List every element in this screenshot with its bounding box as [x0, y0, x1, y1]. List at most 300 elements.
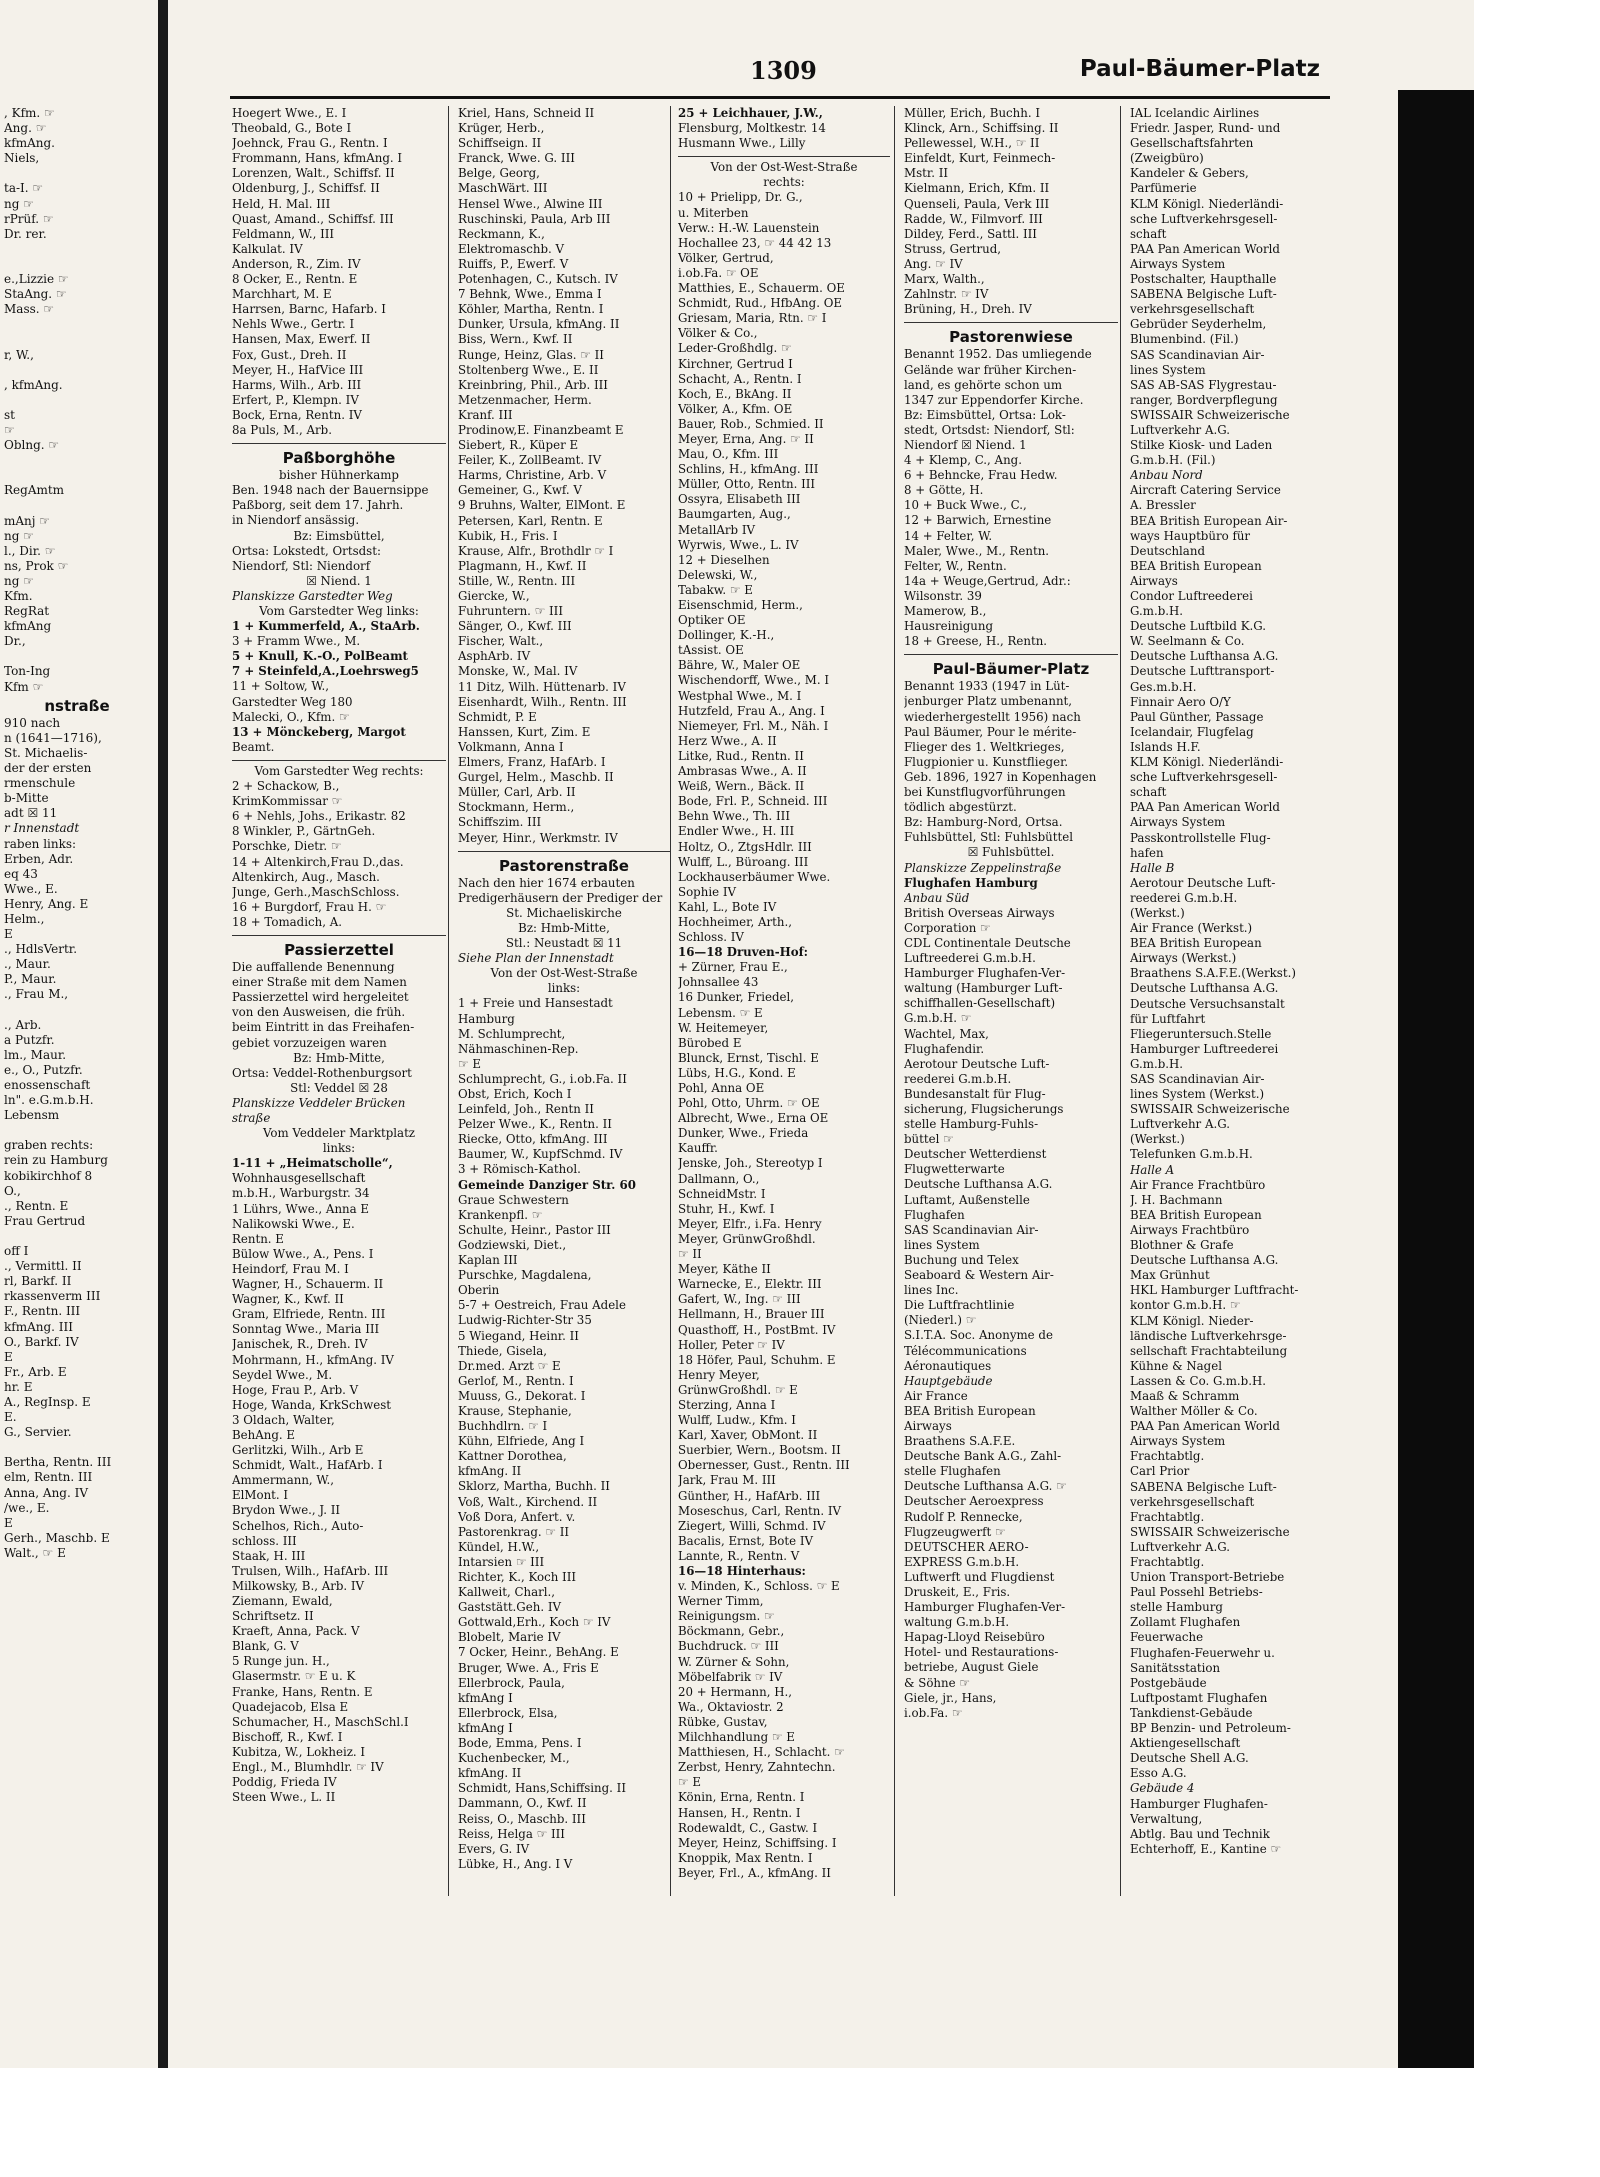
directory-line: BEA British European Air-: [1130, 513, 1288, 528]
directory-line: Wilsonstr. 39: [904, 588, 982, 603]
directory-line: IAL Icelandic Airlines: [1130, 106, 1260, 120]
directory-line: Volkmann, Anna I: [458, 739, 564, 754]
directory-line: e., O., Putzfr.: [4, 1062, 83, 1077]
directory-line: v. Minden, K., Schloss. ☞ E: [678, 1579, 840, 1594]
column-divider: [894, 106, 895, 1896]
directory-line: Carl Prior: [1130, 1464, 1190, 1479]
directory-line: Hoge, Frau P., Arb. V: [232, 1382, 359, 1397]
directory-line: E: [4, 1515, 13, 1530]
directory-line: Graue Schwestern: [458, 1192, 569, 1207]
directory-line: Flughafen: [904, 1207, 965, 1222]
directory-line: KrimKommissar ☞: [232, 794, 343, 809]
directory-line: Vom Garstedter Weg rechts:: [254, 763, 424, 778]
directory-line: Altenkirch, Aug., Masch.: [232, 869, 380, 884]
directory-line: EXPRESS G.m.b.H.: [904, 1554, 1020, 1569]
directory-line: ng ☞: [4, 196, 34, 211]
directory-line: Kreinbring, Phil., Arb. III: [458, 377, 608, 392]
directory-line: SAS AB-SAS Flygrestau-: [1130, 377, 1277, 392]
directory-line: Kalkulat. IV: [232, 241, 303, 256]
directory-line: Sanitätsstation: [1130, 1660, 1221, 1675]
directory-line: Hensel Wwe., Alwine III: [458, 196, 603, 211]
directory-line: Zerbst, Henry, Zahntechn.: [678, 1760, 836, 1775]
directory-line: Milchhandlung ☞ E: [678, 1730, 795, 1745]
directory-line: links:: [322, 1141, 356, 1156]
directory-line: Gemeinde Danziger Str. 60: [458, 1177, 636, 1192]
directory-line: Deutsche Lufthansa A.G.: [904, 1177, 1053, 1192]
directory-line: Harrsen, Barnc, Hafarb. I: [232, 302, 386, 317]
directory-line: Kubitza, W., Lokheiz. I: [232, 1744, 366, 1759]
directory-line: Deutsche Lufthansa A.G.: [1130, 649, 1279, 664]
directory-line: Engl., M., Blumhdlr. ☞ IV: [232, 1760, 384, 1775]
directory-line: Aerotour Deutsche Luft-: [904, 1056, 1050, 1071]
directory-line: Bz: Hmb-Mitte,: [518, 920, 610, 935]
directory-line: Airways System: [1130, 256, 1226, 271]
directory-line: Völker & Co.,: [678, 326, 758, 341]
directory-line: a Putzfr.: [4, 1032, 55, 1047]
directory-line: Air France: [904, 1388, 968, 1403]
directory-line: graben rechts:: [4, 1138, 94, 1153]
directory-line: 5 Wiegand, Heinr. II: [458, 1328, 579, 1343]
directory-line: Telefunken G.m.b.H.: [1130, 1147, 1253, 1162]
directory-line: Paul Günther, Passage: [1130, 709, 1264, 724]
directory-line: Malecki, O., Kfm. ☞: [232, 709, 350, 724]
directory-line: stelle Hamburg: [1130, 1600, 1223, 1615]
directory-line: Sklorz, Martha, Buchh. II: [458, 1479, 610, 1494]
directory-line: Kubik, H., Fris. I: [458, 528, 558, 543]
directory-line: Quast, Amand., Schiffsf. III: [232, 211, 394, 226]
directory-line: Deutsche Lufthansa A.G.: [1130, 1253, 1279, 1268]
directory-line: Ellerbrock, Paula,: [458, 1675, 565, 1690]
directory-line: Deutscher Aeroexpress: [904, 1494, 1044, 1509]
directory-line: SchneidMstr. I: [678, 1186, 766, 1201]
directory-line: 16 Dunker, Friedel,: [678, 990, 795, 1005]
directory-line: Dollinger, K.-H.,: [678, 628, 775, 643]
directory-line: st: [4, 407, 15, 422]
directory-line: A., RegInsp. E: [4, 1394, 91, 1409]
directory-line: Schelhos, Rich., Auto-: [232, 1518, 364, 1533]
directory-line: Wulff, L., Büroang. III: [678, 854, 809, 869]
directory-line: Fuhruntern. ☞ III: [458, 604, 563, 619]
column-divider: [670, 106, 671, 1896]
directory-line: Giele, jr., Hans,: [904, 1690, 997, 1705]
directory-line: Quadejacob, Elsa E: [232, 1699, 349, 1714]
directory-line: Islands H.F.: [1130, 739, 1201, 754]
directory-line: Schlins, H., kfmAng. III: [678, 462, 819, 477]
directory-line: Held, H. Mal. III: [232, 196, 331, 211]
directory-line: Fox, Gust., Dreh. II: [232, 347, 347, 362]
directory-line: Franke, Hans, Rentn. E: [232, 1684, 373, 1699]
directory-line: ., Frau M.,: [4, 987, 69, 1002]
directory-line: Brydon Wwe., J. II: [232, 1503, 341, 1518]
directory-line: Gemeiner, G., Kwf. V: [458, 483, 582, 498]
directory-line: [4, 1229, 150, 1244]
directory-line: Luftpostamt Flughafen: [1130, 1690, 1268, 1705]
directory-line: Airways System: [1130, 1434, 1226, 1449]
directory-line: Sterzing, Anna I: [678, 1397, 776, 1412]
directory-line: der der ersten: [4, 761, 92, 776]
directory-line: Harms, Christine, Arb. V: [458, 468, 607, 483]
directory-line: Krüger, Herb.,: [458, 121, 545, 136]
directory-line: Knoppik, Max Rentn. I: [678, 1850, 813, 1865]
directory-line: Kranf. III: [458, 407, 513, 422]
directory-line: Kühne & Nagel: [1130, 1358, 1222, 1373]
directory-line: Ambrasas Wwe., A. II: [678, 764, 807, 779]
directory-line: M. Schlumprecht,: [458, 1026, 566, 1041]
directory-line: Kallweit, Charl.,: [458, 1585, 556, 1600]
directory-line: für Luftfahrt: [1130, 1011, 1206, 1026]
directory-line: Köhler, Martha, Rentn. I: [458, 302, 604, 317]
directory-line: Wwe., E.: [4, 881, 58, 896]
directory-line: Mstr. II: [904, 166, 949, 181]
directory-line: Ellerbrock, Elsa,: [458, 1705, 558, 1720]
directory-line: einer Straße mit dem Namen: [232, 975, 407, 990]
directory-line: Ruiffs, P., Ewerf. V: [458, 256, 569, 271]
directory-line: n (1641—1716),: [4, 730, 102, 745]
directory-line: Moseschus, Carl, Rentn. IV: [678, 1503, 842, 1518]
directory-line: Flughafen-Feuerwehr u.: [1130, 1645, 1275, 1660]
directory-line: ., Rentn. E: [4, 1198, 69, 1213]
directory-line: Hausreinigung: [904, 619, 994, 634]
section-rule: [232, 935, 446, 936]
directory-line: Sonntag Wwe., Maria III: [232, 1322, 380, 1337]
directory-line: Kfm.: [4, 589, 33, 603]
directory-line: links:: [547, 981, 581, 996]
directory-line: Hamburger Flughafen-: [1130, 1796, 1268, 1811]
directory-line: Luftamt, Außenstelle: [904, 1192, 1030, 1207]
directory-line: 7 Behnk, Wwe., Emma I: [458, 287, 602, 302]
directory-line: Dr.,: [4, 634, 26, 649]
directory-line: schiffhallen-Gesellschaft): [904, 996, 1056, 1011]
directory-line: Kraeft, Anna, Pack. V: [232, 1624, 360, 1639]
column-divider: [1120, 106, 1121, 1896]
directory-line: ways Hauptbüro für: [1130, 528, 1251, 543]
directory-line: [4, 332, 150, 347]
directory-line: G.m.b.H.: [1130, 1056, 1184, 1071]
directory-line: Helm.,: [4, 911, 45, 926]
directory-line: Blunck, Ernst, Tischl. E: [678, 1050, 819, 1065]
directory-line: Schiffszim. III: [458, 815, 542, 830]
directory-line: Pelzer Wwe., K., Rentn. II: [458, 1117, 612, 1132]
directory-line: gebiet vorzuzeigen waren: [232, 1035, 387, 1050]
directory-line: Kfm ☞: [4, 679, 44, 694]
directory-line: Planskizze Garstedter Weg: [232, 588, 393, 603]
directory-line: , kfmAng.: [4, 377, 63, 392]
page-number: 1309: [750, 56, 817, 85]
directory-line: Hamburger Luftreederei: [1130, 1041, 1279, 1056]
directory-line: KLM Königl. Niederländi-: [1130, 755, 1284, 770]
directory-line: Fr., Arb. E: [4, 1364, 67, 1379]
directory-line: Rübke, Gustav,: [678, 1714, 768, 1729]
directory-line: Dunker, Wwe., Frieda: [678, 1126, 809, 1141]
directory-line: Gaststätt.Geh. IV: [458, 1600, 561, 1615]
directory-line: Zahlnstr. ☞ IV: [904, 287, 989, 302]
directory-line: Schmidt, Hans,Schiffsing. II: [458, 1781, 626, 1796]
directory-line: Kattner Dorothea,: [458, 1449, 567, 1464]
directory-line: Zollamt Flughafen: [1130, 1615, 1241, 1630]
directory-line: G., Servier.: [4, 1425, 72, 1440]
directory-line: Jark, Frau M. III: [678, 1473, 776, 1488]
directory-line: 14 + Altenkirch,Frau D.,das.: [232, 854, 404, 869]
directory-line: Oberin: [458, 1283, 500, 1298]
directory-line: Kahl, L., Bote IV: [678, 899, 777, 914]
directory-line: Gebäude 4: [1130, 1781, 1195, 1796]
directory-line: Krause, Stephanie,: [458, 1403, 572, 1418]
directory-line: Blothner & Grafe: [1130, 1238, 1234, 1253]
directory-line: Stockmann, Herm.,: [458, 800, 575, 815]
directory-line: Niendorf, Stl: Niendorf: [232, 558, 371, 573]
directory-line: Tankdienst-Gebäude: [1130, 1705, 1253, 1720]
directory-line: Wohnhausgesellschaft: [232, 1171, 366, 1186]
directory-line: Hoegert Wwe., E. I: [232, 106, 347, 120]
directory-line: 7 + Steinfeld,A.,Loehrsweg5: [232, 664, 419, 679]
directory-line: Kandeler & Gebers,: [1130, 166, 1249, 181]
directory-line: Voß Dora, Anfert. v.: [458, 1509, 576, 1524]
directory-line: kfmAng I: [458, 1690, 513, 1705]
directory-line: stedt, Ortsdst: Niendorf, Stl:: [904, 422, 1075, 437]
directory-line: Gerlitzki, Wilh., Arb E: [232, 1443, 364, 1458]
directory-line: Luftreederei G.m.b.H.: [904, 951, 1036, 966]
directory-line: Union Transport-Betriebe: [1130, 1570, 1285, 1585]
running-head: Paul-Bäumer-Platz: [1079, 56, 1320, 82]
directory-line: kfmAng. II: [458, 1766, 522, 1781]
directory-line: Luftverkehr A.G.: [1130, 1539, 1230, 1554]
directory-line: Quasthoff, H., PostBmt. IV: [678, 1322, 836, 1337]
directory-line: [4, 363, 150, 378]
directory-line: Aerotour Deutsche Luft-: [1130, 875, 1276, 890]
directory-line: StaAng. ☞: [4, 287, 67, 302]
directory-line: [4, 393, 150, 408]
directory-line: kfmAng I: [458, 1720, 513, 1735]
directory-line: Lockhauserbäumer Wwe.: [678, 869, 831, 884]
directory-line: Ges.m.b.H.: [1130, 679, 1197, 694]
directory-line: ☞: [4, 422, 15, 437]
directory-line: Luftwerft und Flugdienst: [904, 1569, 1055, 1584]
directory-line: Gerh., Maschb. E: [4, 1530, 110, 1545]
directory-line: 20 + Hermann, H.,: [678, 1684, 793, 1699]
directory-line: schloss. III: [232, 1533, 297, 1548]
directory-line: r Innenstadt: [4, 821, 80, 836]
directory-line: [4, 498, 150, 513]
directory-line: Von der Ost-West-Straße: [490, 966, 638, 981]
directory-line: Lorenzen, Walt., Schiffsf. II: [232, 166, 395, 181]
directory-line: Obernesser, Gust., Rentn. III: [678, 1458, 850, 1473]
directory-line: enossenschaft: [4, 1078, 91, 1092]
directory-line: ☞ E: [678, 1775, 701, 1790]
directory-line: Fuhlsbüttel, Stl: Fuhlsbüttel: [904, 830, 1074, 845]
directory-line: Bz: Eimsbüttel, Ortsa: Lok-: [904, 407, 1066, 422]
directory-line: Bruger, Wwe. A., Fris E: [458, 1660, 599, 1675]
directory-line: Niendorf ☒ Niend. 1: [904, 437, 1027, 452]
directory-line: Anderson, R., Zim. IV: [232, 256, 361, 271]
directory-line: Maaß & Schramm: [1130, 1388, 1240, 1403]
directory-line: BEA British European: [1130, 936, 1262, 951]
directory-line: Paul Bäumer, Pour le mérite-: [904, 724, 1077, 739]
directory-line: Schmidt, Rud., HfbAng. OE: [678, 296, 842, 311]
directory-line: kfmAng. II: [458, 1464, 522, 1479]
directory-line: Télécommunications: [904, 1343, 1027, 1358]
directory-line: 14 + Felter, W.: [904, 528, 993, 543]
directory-line: 8 Ocker, E., Rentn. E: [232, 272, 358, 287]
directory-line: Krankenpfl. ☞: [458, 1207, 543, 1222]
directory-line: Deutschland: [1130, 543, 1205, 558]
street-heading: Pastorenstraße: [499, 856, 629, 875]
directory-line: Dammann, O., Kwf. II: [458, 1796, 587, 1811]
directory-line: O., Barkf. IV: [4, 1334, 79, 1349]
directory-line: ng ☞: [4, 573, 34, 588]
directory-line: Evers, G. IV: [458, 1841, 530, 1856]
directory-line: Blobelt, Marie IV: [458, 1630, 561, 1645]
directory-line: 16—18 Druven-Hof:: [678, 945, 809, 960]
directory-line: Matthies, E., Schauerm. OE: [678, 281, 845, 296]
directory-line: PAA Pan American World: [1130, 800, 1280, 815]
directory-line: Anna, Ang. IV: [4, 1485, 89, 1500]
directory-line: Gebrüder Seyderhelm,: [1130, 317, 1267, 332]
directory-line: Schacht, A., Rentn. I: [678, 371, 802, 386]
directory-line: Airways System: [1130, 815, 1226, 830]
directory-line: Seydel Wwe., M.: [232, 1367, 333, 1382]
directory-line: Druskeit, E., Fris.: [904, 1585, 1011, 1599]
directory-line: Erfert, P., Klempn. IV: [232, 392, 359, 407]
directory-line: Benannt 1933 (1947 in Lüt-: [904, 679, 1070, 694]
directory-line: Sophie IV: [678, 884, 737, 899]
directory-line: ng ☞: [4, 528, 34, 543]
directory-line: kontor G.m.b.H. ☞: [1130, 1298, 1241, 1313]
directory-line: Husmann Wwe., Lilly: [678, 136, 806, 151]
directory-line: Sänger, O., Kwf. III: [458, 619, 572, 634]
directory-line: ., Vermittl. II: [4, 1259, 82, 1274]
directory-line: schaft: [1130, 785, 1167, 800]
directory-line: 1347 zur Eppendorfer Kirche.: [904, 392, 1084, 407]
directory-line: Heindorf, Frau M. I: [232, 1261, 349, 1276]
directory-line: Kündel, H.W.,: [458, 1539, 540, 1554]
directory-line: Garstedter Weg 180: [232, 694, 353, 709]
column-5: [1126, 106, 1352, 1906]
directory-line: Wulff, Ludw., Kfm. I: [678, 1413, 796, 1428]
directory-line: Mau, O., Kfm. III: [678, 447, 779, 462]
directory-line: 13 + Mönckeberg, Margot: [232, 724, 406, 739]
directory-line: Marchhart, M. E: [232, 287, 332, 302]
directory-line: Bischoff, R., Kwf. I: [232, 1729, 343, 1744]
directory-line: 3 Oldach, Walter,: [232, 1412, 335, 1427]
directory-line: jenburger Platz umbenannt,: [904, 694, 1073, 709]
directory-line: Baumgarten, Aug.,: [678, 507, 791, 522]
directory-line: Hochheimer, Arth.,: [678, 914, 792, 929]
directory-line: Abtlg. Bau und Technik: [1130, 1826, 1270, 1841]
directory-line: Hanssen, Kurt, Zim. E: [458, 724, 591, 739]
directory-line: Theobald, G., Bote I: [232, 121, 352, 136]
directory-line: Kuchenbecker, M.,: [458, 1751, 570, 1766]
directory-line: 2 + Schackow, B.,: [232, 779, 340, 794]
directory-line: b-Mitte: [4, 791, 49, 806]
directory-line: Nach den hier 1674 erbauten: [458, 875, 635, 890]
directory-line: Klinck, Arn., Schiffsing. II: [904, 121, 1059, 136]
street-heading: Passierzettel: [284, 940, 394, 959]
directory-line: in Niendorf ansässig.: [232, 513, 360, 528]
directory-line: 6 + Nehls, Johs., Erikastr. 82: [232, 809, 406, 824]
directory-line: Kühn, Elfriede, Ang I: [458, 1434, 585, 1449]
directory-line: Frau Gertrud: [4, 1213, 86, 1228]
directory-line: Gelände war früher Kirchen-: [904, 362, 1077, 377]
directory-line: Walther Möller & Co.: [1130, 1404, 1258, 1419]
directory-line: verkehrsgesellschaft: [1130, 302, 1255, 317]
directory-line: Echterhoff, E., Kantine ☞: [1130, 1841, 1282, 1856]
directory-line: Holler, Peter ☞ IV: [678, 1337, 785, 1352]
directory-line: KLM Königl. Nieder-: [1130, 1313, 1254, 1328]
directory-line: Postgebäude: [1130, 1675, 1207, 1690]
directory-line: BEA British European: [1130, 558, 1262, 573]
directory-line: Quenseli, Paula, Verk III: [904, 196, 1050, 211]
directory-line: Ruschinski, Paula, Arb III: [458, 211, 611, 226]
directory-line: CDL Continentale Deutsche: [904, 935, 1071, 950]
directory-line: [4, 649, 150, 664]
directory-line: Die Luftfrachtlinie: [904, 1298, 1015, 1313]
directory-line: sicherung, Flugsicherungs: [904, 1102, 1064, 1116]
directory-line: land, es gehörte schon um: [904, 377, 1063, 392]
directory-line: Reinigungsm. ☞: [678, 1609, 775, 1624]
directory-line: 6 + Behncke, Frau Hedw.: [904, 468, 1058, 483]
directory-line: ☒ Fuhlsbüttel.: [967, 845, 1055, 860]
directory-line: Deutsche Lufthansa A.G.: [1130, 981, 1279, 996]
directory-line: Franck, Wwe. G. III: [458, 151, 575, 166]
directory-line: mAnj ☞: [4, 513, 51, 528]
directory-line: Dr. rer.: [4, 226, 47, 241]
directory-line: Schmidt, P. E: [458, 709, 537, 724]
directory-line: (Werkst.): [1130, 1132, 1185, 1147]
directory-line: Bode, Frl. P., Schneid. III: [678, 794, 828, 809]
directory-line: Bacalis, Ernst, Bote IV: [678, 1533, 814, 1548]
directory-line: Wachtel, Max,: [904, 1026, 989, 1041]
directory-line: Hamburger Flughafen-Ver-: [904, 1600, 1066, 1615]
directory-line: 1-11 + „Heimatscholle“,: [232, 1156, 393, 1171]
column-3: [674, 106, 894, 1906]
directory-line: Bz: Eimsbüttel,: [293, 528, 385, 543]
directory-line: Ossyra, Elisabeth III: [678, 492, 801, 507]
directory-line: MetallArb IV: [678, 522, 756, 537]
directory-line: Karl, Xaver, ObMont. II: [678, 1428, 818, 1443]
directory-line: Meyer, Heinz, Schiffsing. I: [678, 1835, 837, 1850]
directory-line: Dr.med. Arzt ☞ E: [458, 1358, 561, 1373]
directory-line: Godziewski, Diet.,: [458, 1237, 567, 1252]
directory-line: PAA Pan American World: [1130, 241, 1280, 256]
directory-line: schaft: [1130, 226, 1167, 241]
directory-line: Stuhr, H., Kwf. I: [678, 1201, 775, 1216]
directory-line: Lannte, R., Rentn. V: [678, 1548, 800, 1563]
directory-line: Hellmann, H., Brauer III: [678, 1307, 825, 1322]
directory-line: Steen Wwe., L. II: [232, 1790, 336, 1805]
directory-line: waltung (Hamburger Luft-: [904, 981, 1063, 996]
directory-line: 5-7 + Oestreich, Frau Adele: [458, 1298, 626, 1313]
directory-line: Nehls Wwe., Gertr. I: [232, 317, 355, 332]
directory-line: reederei G.m.b.H.: [1130, 890, 1238, 905]
directory-line: Intarsien ☞ III: [458, 1554, 545, 1569]
directory-line: Ziegert, Willi, Schmd. IV: [678, 1518, 826, 1533]
directory-line: Planskizze Zeppelinstraße: [904, 860, 1062, 875]
directory-line: ta-I. ☞: [4, 181, 44, 196]
directory-line: Lebensm: [4, 1108, 60, 1123]
directory-line: Verwaltung,: [1130, 1811, 1203, 1826]
directory-line: BP Benzin- und Petroleum-: [1130, 1721, 1291, 1736]
directory-line: Kauffr.: [678, 1141, 718, 1156]
directory-line: Henry Meyer,: [678, 1367, 760, 1382]
directory-line: ., HdlsVertr.: [4, 942, 78, 957]
directory-line: Herz Wwe., A. II: [678, 733, 777, 748]
page-header: [230, 56, 1320, 96]
directory-line: Anbau Süd: [904, 890, 970, 905]
directory-line: Ludwig-Richter-Str 35: [458, 1313, 592, 1328]
directory-line: Mass. ☞: [4, 302, 55, 317]
directory-line: kfmAng. III: [4, 1319, 74, 1334]
directory-line: Airways (Werkst.): [1130, 951, 1237, 966]
